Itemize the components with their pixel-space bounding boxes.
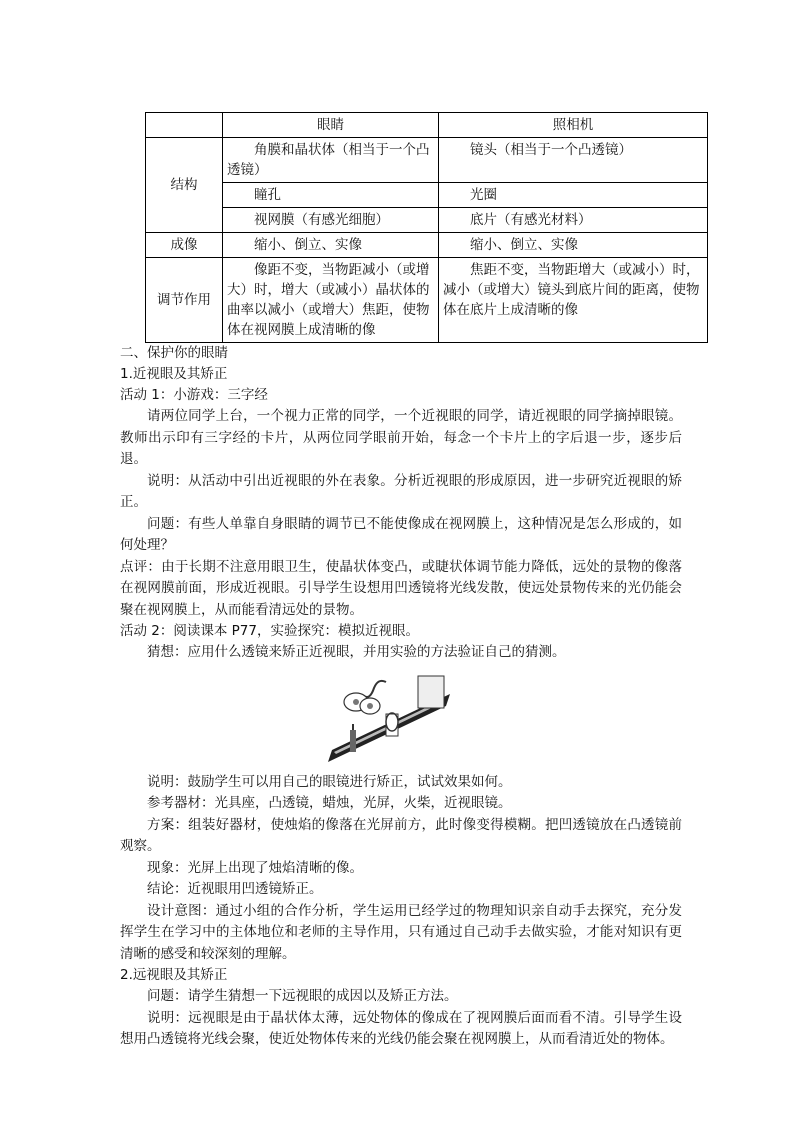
paragraph: 点评：由于长期不注意用眼卫生，使晶状体变凸，或睫状体调节能力降低，远处的景物的像落在视网膜前面，形成近视眼。引导学生设想用凹透镜将光线发散，使远处景物传来的光仍能会聚在视网膜上，从而能看清远处的景物。 bbox=[120, 558, 682, 618]
paragraph: 参考器材：光具座，凸透镜，蜡烛，光屏，火柴，近视眼镜。 bbox=[147, 795, 512, 811]
table-cell-eye: 视网膜（有感光细胞） bbox=[223, 208, 439, 233]
paragraph: 猜想：应用什么透镜来矫正近视眼，并用实验的方法验证自己的猜测。 bbox=[147, 644, 566, 660]
table-row bbox=[146, 233, 708, 258]
subsection-heading: 2.远视眼及其矫正 bbox=[120, 967, 228, 983]
table-row bbox=[146, 183, 708, 208]
table-cell-camera: 底片（有感光材料） bbox=[439, 208, 708, 233]
table-row bbox=[146, 138, 708, 183]
table-header-eye: 眼睛 bbox=[223, 113, 439, 138]
table-row bbox=[146, 258, 708, 343]
paragraph: 说明：从活动中引出近视眼的外在表象。分析近视眼的形成原因，进一步研究近视眼的矫正。 bbox=[120, 472, 682, 510]
table-cell-eye: 瞳孔 bbox=[223, 183, 439, 208]
table-cell-eye: 像距不变，当物距减小（或增大）时，增大（或减小）晶状体的曲率以减小（或增大）焦距，使物体在视网膜上成清晰的像 bbox=[223, 258, 439, 343]
eye-camera-comparison-table bbox=[145, 112, 708, 343]
row-label-imaging: 成像 bbox=[146, 233, 223, 258]
paragraph: 方案：组装好器材，使烛焰的像落在光屏前方，此时像变得模糊。把凹透镜放在凸透镜前观察。 bbox=[120, 816, 682, 854]
paragraph: 问题：请学生猜想一下远视眼的成因以及矫正方法。 bbox=[147, 988, 458, 1004]
paragraph: 说明：远视眼是由于晶状体太薄，远处物体的像成在了视网膜后面而看不清。引导学生设想用凸透镜将光线会聚，使近处物体传来的光线仍能会聚在视网膜上，从而看清近处的物体。 bbox=[120, 1009, 682, 1047]
document-page bbox=[120, 112, 700, 1051]
subsection-heading: 1.近视眼及其矫正 bbox=[120, 366, 228, 382]
table-header-camera: 照相机 bbox=[439, 113, 708, 138]
table-cell-eye: 角膜和晶状体（相当于一个凸透镜） bbox=[223, 138, 439, 183]
experiment-figure bbox=[120, 672, 682, 764]
table-header-row bbox=[146, 113, 708, 138]
activity-heading: 活动 2：阅读课本 P77，实验探究：模拟近视眼。 bbox=[120, 623, 419, 639]
paragraph: 请两位同学上台，一个视力正常的同学，一个近视眼的同学，请近视眼的同学摘掉眼镜。教师出示印有三字经的卡片，从两位同学眼前开始，每念一个卡片上的字后退一步，逐步后退。 bbox=[120, 408, 682, 467]
table-cell-camera: 光圈 bbox=[439, 183, 708, 208]
row-label-structure: 结构 bbox=[146, 138, 223, 233]
paragraph: 问题：有些人单靠自身眼睛的调节已不能使像成在视网膜上，这种情况是怎么形成的，如何处理？ bbox=[120, 515, 682, 553]
paragraph: 结论：近视眼用凹透镜矫正。 bbox=[147, 881, 323, 897]
table-header-blank bbox=[146, 113, 223, 138]
section-heading: 二、保护你的眼睛 bbox=[120, 345, 228, 361]
paragraph: 现象：光屏上出现了烛焰清晰的像。 bbox=[147, 859, 363, 876]
table-row bbox=[146, 208, 708, 233]
row-label-adjustment: 调节作用 bbox=[146, 258, 223, 343]
table-cell-eye: 缩小、倒立、实像 bbox=[223, 233, 439, 258]
table-cell-camera: 焦距不变，当物距增大（或减小）时，减小（或增大）镜头到底片间的距离，使物体在底片上成清晰的像 bbox=[439, 258, 708, 343]
activity-heading: 活动 1：小游戏：三字经 bbox=[120, 387, 268, 403]
paragraph: 设计意图：通过小组的合作分析，学生运用已经学过的物理知识亲自动手去探究，充分发挥学生在学习中的主体地位和老师的主导作用，只有通过自己动手去做实验，才能对知识有更清晰的感受和较深刻的理解。 bbox=[120, 902, 682, 962]
table-cell-camera: 镜头（相当于一个凸透镜） bbox=[439, 138, 708, 183]
paragraph: 说明：鼓励学生可以用自己的眼镜进行矫正，试试效果如何。 bbox=[147, 773, 512, 790]
optical-bench-illustration bbox=[326, 672, 450, 764]
table-cell-camera: 缩小、倒立、实像 bbox=[439, 233, 708, 258]
